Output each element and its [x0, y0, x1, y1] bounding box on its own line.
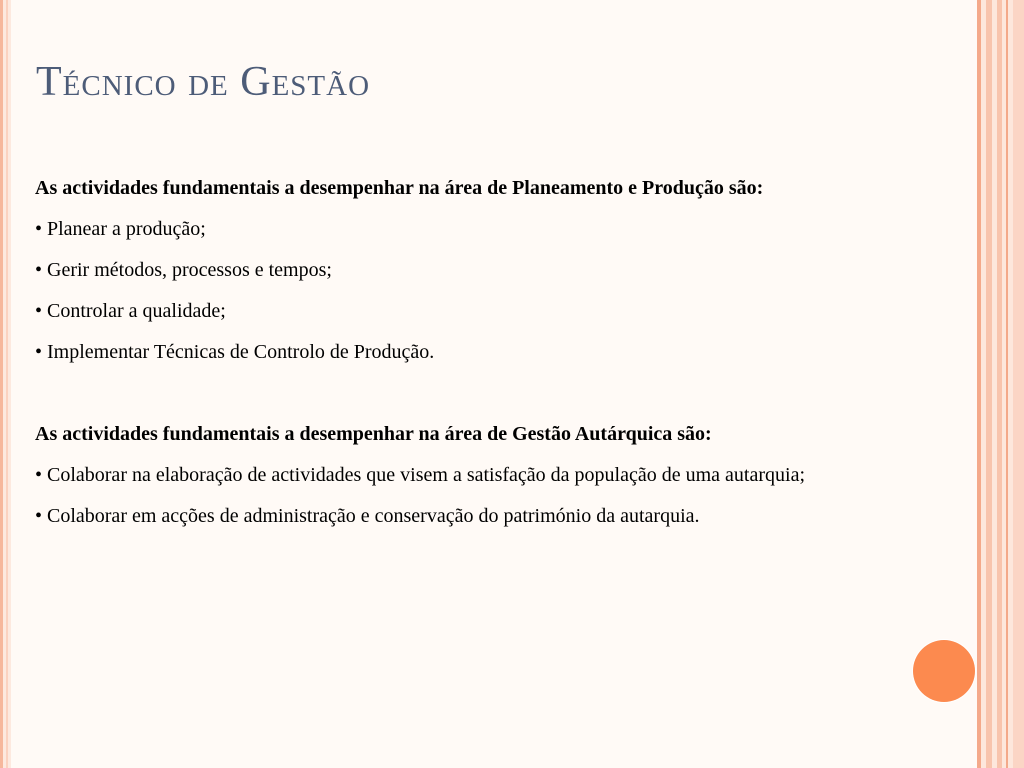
- section-heading-planeamento: As actividades fundamentais a desempenhar na área de Planeamento e Produção são:: [35, 177, 764, 199]
- decorative-orange-circle: [913, 640, 975, 702]
- slide-title: Técnico de Gestão: [36, 59, 371, 105]
- stripe-line: [1013, 0, 1024, 768]
- bullet-item: • Planear a produção;: [35, 218, 206, 240]
- bullet-item: • Implementar Técnicas de Controlo de Produção.: [35, 341, 435, 363]
- stripe-line: [997, 0, 1002, 768]
- stripe-line: [1006, 0, 1008, 768]
- stripe-line: [977, 0, 981, 768]
- paragraph-spacer: [35, 373, 949, 414]
- bullet-item: • Gerir métodos, processos e tempos;: [35, 259, 332, 281]
- section-heading-gestao-autarquica: As actividades fundamentais a desempenhar na área de Gestão Autárquica são:: [35, 423, 712, 445]
- bullet-item: • Colaborar na elaboração de actividades que visem a satisfação da população de uma autarquia;: [35, 464, 805, 486]
- slide-content: [35, 168, 949, 537]
- left-decorative-stripe: [0, 0, 11, 768]
- bullet-item: • Colaborar em acções de administração e conservação do património da autarquia.: [35, 505, 700, 527]
- bullet-item: • Controlar a qualidade;: [35, 300, 226, 322]
- right-decorative-stripes: [977, 0, 1024, 768]
- stripe-line: [986, 0, 992, 768]
